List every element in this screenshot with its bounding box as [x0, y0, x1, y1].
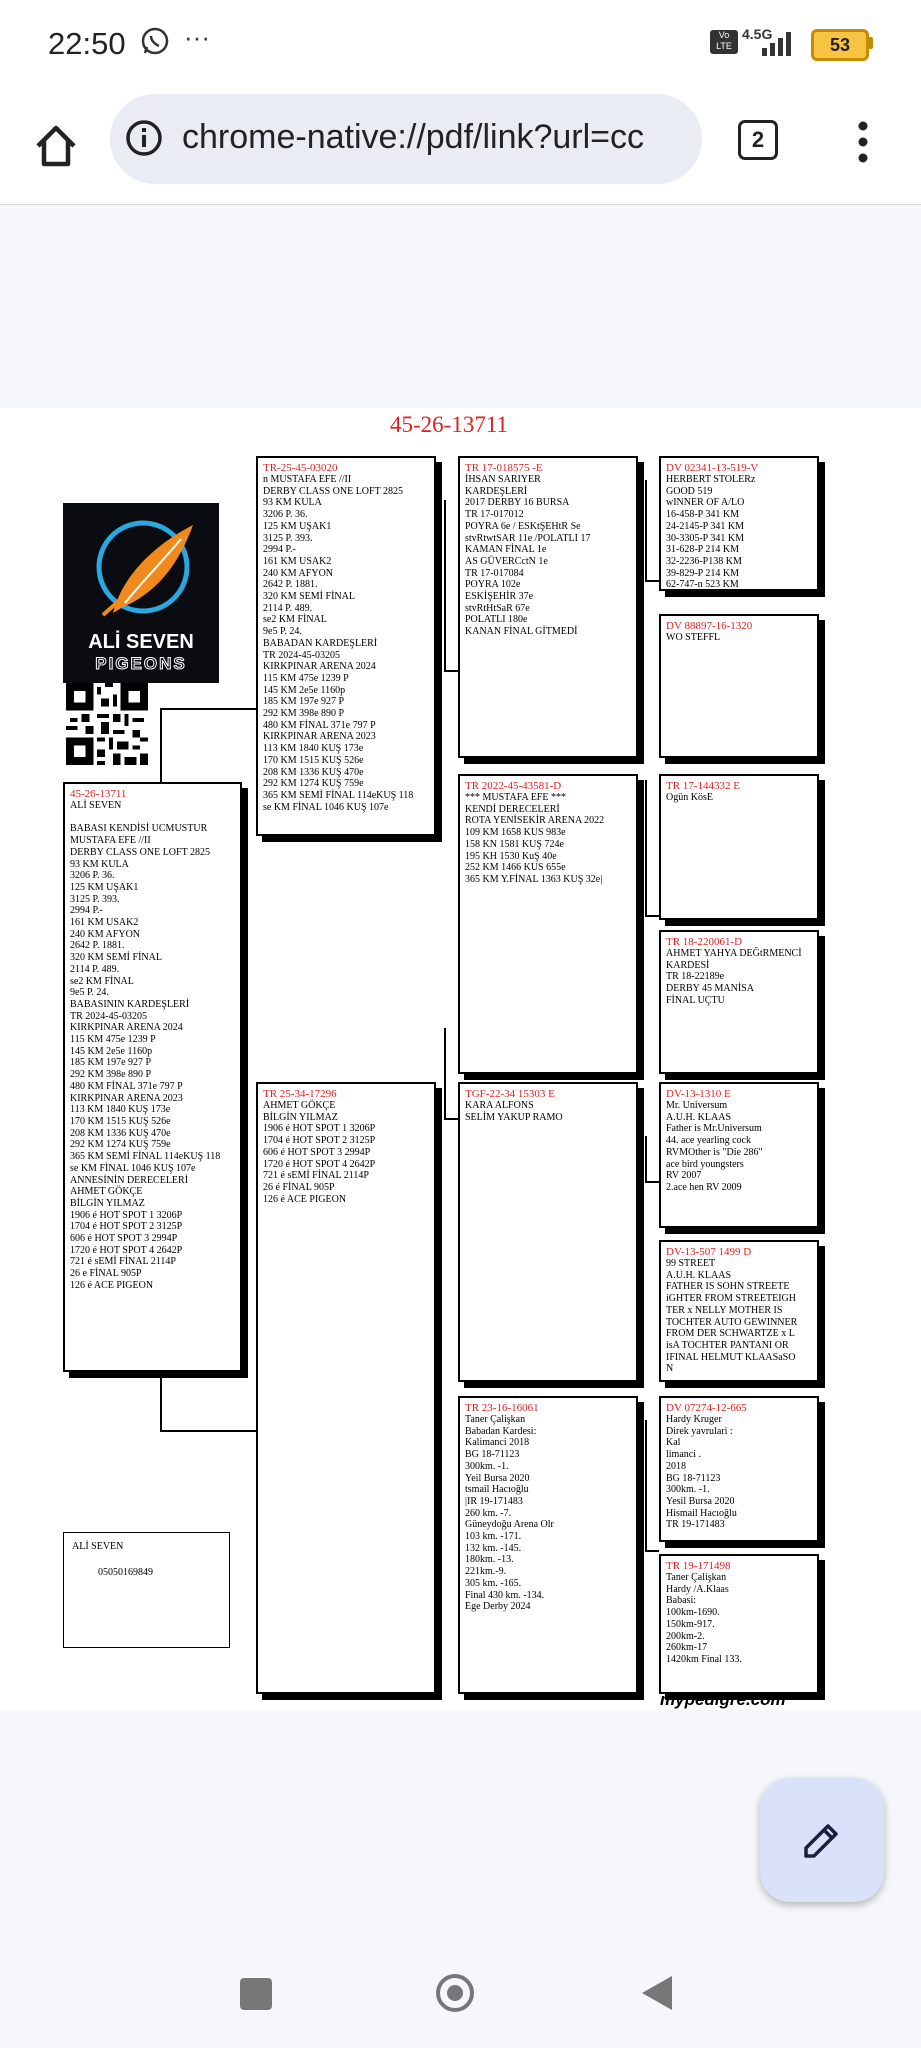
pedigree-box-g8 — [659, 1554, 819, 1694]
pedigree-line: POYRA 102e — [465, 579, 521, 591]
pedigree-line: KIRKPINAR ARENA 2023 — [70, 1092, 183, 1104]
pedigree-line: Father is Mr.Universum — [666, 1123, 762, 1135]
pedigree-line: 2017 DERBY 16 BURSA — [465, 497, 570, 509]
loft-logo — [63, 503, 219, 683]
pedigree-line: POYRA 6e / ESKtŞEHtR Se — [465, 520, 581, 532]
pedigree-line: 221km.-9. — [465, 1566, 507, 1578]
pedigree-line: RV 2007 — [666, 1170, 702, 1182]
pedigree-line: 3125 P. 393. — [70, 893, 120, 905]
pedigree-line: limanci . — [666, 1449, 701, 1461]
dam-sire-ring-number: TGF-22-34 15303 E — [465, 1088, 555, 1100]
pedigree-line: 62-747-n 523 KM — [666, 579, 739, 591]
pedigree-line: se KM FİNAL 1046 KUŞ 107e — [263, 801, 389, 813]
pedigree-line: TR 17-017012 — [465, 509, 524, 521]
pedigree-line: 1420km Final 133. — [666, 1653, 742, 1665]
pedigree-line: 1704 é HOT SPOT 2 3125P — [70, 1221, 183, 1233]
pedigree-line: 1906 é HOT SPOT 1 3206P — [70, 1209, 183, 1221]
g6-details — [666, 1258, 812, 1375]
g7-details — [666, 1414, 812, 1531]
pedigree-line: 185 KM 197e 927 P — [263, 696, 345, 708]
pedigree-line: 2994 P.- — [263, 544, 296, 556]
pedigree-line: 170 KM 1515 KUŞ 526e — [263, 754, 364, 766]
pedigree-line: |IR 19-171483 — [465, 1495, 523, 1507]
pedigree-line: POLATLI 180e — [465, 614, 528, 626]
pedigree-line: 480 KM FİNAL 371e 797 P — [70, 1080, 183, 1092]
pdf-page — [0, 408, 921, 1710]
connector-line — [645, 780, 647, 915]
pedigree-line: 100km-1690. — [666, 1607, 720, 1619]
pedigree-line: 113 KM 1840 KUŞ 173e — [263, 743, 364, 755]
pedigree-line: 320 KM SEMİ FİNAL — [70, 952, 162, 964]
pedigree-line: 99 STREET — [666, 1258, 716, 1269]
pedigree-line: HERBERT STOLERz — [666, 474, 756, 485]
connector-line — [160, 1372, 162, 1432]
pedigree-line: *** MUSTAFA EFE *** — [465, 792, 566, 803]
pedigree-line: Ogün KösE — [666, 792, 713, 803]
pedigree-line: ANNESİNİN DERECELERİ — [70, 1174, 189, 1186]
pedigree-line: 31-628-P 214 KM — [666, 544, 739, 556]
pedigree-line: 16-458-P 341 KM — [666, 509, 739, 521]
whatsapp-icon — [140, 26, 170, 63]
pedigree-line: TR 2024-45-03205 — [263, 649, 340, 661]
g5-ring-number: DV-13-1310 E — [666, 1088, 731, 1100]
pedigree-line: Hardy Kruger — [666, 1414, 722, 1425]
sire-dam-ring-number: TR 2022-45-43581-D — [465, 780, 562, 792]
status-bar — [0, 0, 921, 90]
network-label: 4.5G — [742, 26, 773, 42]
pedigree-line: Final 430 km. -134. — [465, 1589, 545, 1601]
pedigree-box-dam — [256, 1082, 436, 1694]
pedigree-line: 125 KM UŞAK1 — [263, 520, 332, 532]
pedigree-line: 115 KM 475e 1239 P — [263, 672, 349, 684]
pedigree-box-g3 — [659, 774, 819, 920]
pedigree-line: ESKİŞEHİR 37e — [465, 591, 534, 603]
pedigree-line: KARA ALFONS — [465, 1100, 534, 1111]
pedigree-line: Taner Çalişkan — [666, 1572, 727, 1583]
pedigree-line: 1906 é HOT SPOT 1 3206P — [263, 1123, 376, 1135]
pedigree-line: 2114 P. 489. — [70, 963, 120, 975]
pedigree-line: 292 KM 1274 KUŞ 759e — [70, 1139, 171, 1151]
pedigree-line — [70, 812, 235, 824]
pedigree-line: Mr. Universum — [666, 1100, 728, 1111]
recents-button[interactable] — [240, 1978, 272, 2010]
pedigree-line: isA TOCHTER PANTANI OR — [666, 1339, 789, 1351]
pedigree-box-g4 — [659, 930, 819, 1074]
pedigree-box-g5 — [659, 1082, 819, 1228]
pedigree-line: KIRKPINAR ARENA 2024 — [263, 661, 376, 673]
pedigree-line: 30-3305-P 341 KM — [666, 532, 744, 544]
pedigree-line: 126 é ACE PIGEON — [70, 1279, 154, 1291]
pedigree-box-subject — [63, 782, 242, 1372]
volte-icon: Vo LTE — [710, 30, 738, 54]
pedigree-line: ace bird youngsters — [666, 1158, 744, 1170]
sire-dam-details — [465, 792, 631, 886]
pedigree-line: 158 KN 1581 KUŞ 724e — [465, 838, 564, 850]
sire-sire-details — [465, 474, 631, 638]
pedigree-line: 195 KH 1530 KuŞ 40e — [465, 850, 557, 862]
pedigree-line: TR 19-171483 — [666, 1519, 725, 1531]
pedigree-line: AHMET YAHYA DEĞtRMENCİ — [666, 948, 802, 959]
pedigree-line: 480 KM FİNAL 371e 797 P — [263, 719, 376, 731]
pedigree-line: 161 KM USAK2 — [263, 555, 332, 567]
pedigree-line: se KM FİNAL 1046 KUŞ 107e — [70, 1162, 196, 1174]
g1-ring-number: DV 02341-13-519-V — [666, 462, 759, 474]
pedigree-line: A.U.H. KLAAS — [666, 1111, 731, 1123]
pedigree-line: 305 km. -165. — [465, 1577, 522, 1589]
pedigree-line: Babasi: — [666, 1595, 696, 1607]
qr-code — [66, 683, 148, 765]
subject-ring-number: 45-26-13711 — [70, 788, 127, 800]
pedigree-line: 150km-917. — [666, 1618, 715, 1630]
pedigree-line: 365 KM SEMİ FİNAL 114eKUŞ 118 — [70, 1151, 221, 1163]
g1-details — [666, 474, 812, 591]
pedigree-line: ALİ SEVEN — [70, 800, 122, 811]
pedigree-line: 320 KM SEMİ FİNAL — [263, 591, 355, 603]
pedigree-line: Babadan Kardesi: — [465, 1425, 537, 1437]
pedigree-line: BİLGİN YILMAZ — [70, 1197, 145, 1209]
pedigree-line: 240 KM AFYON — [70, 928, 141, 940]
pedigree-line: se2 KM FİNAL — [70, 975, 134, 987]
dam-details — [263, 1100, 429, 1205]
system-nav-bar — [0, 1930, 921, 2048]
pedigree-line: n MUSTAFA EFE //II — [263, 474, 352, 485]
pedigree-line: A.U.H. KLAAS — [666, 1269, 731, 1281]
g3-ring-number: TR 17-144332 E — [666, 780, 740, 792]
pedigree-line: Yesil Bursa 2020 — [666, 1495, 735, 1507]
pedigree-line: iGHTER FROM STREETEIGH — [666, 1293, 796, 1305]
pedigree-line: Yeil Bursa 2020 — [465, 1472, 530, 1484]
pedigree-line: 39-829-P 214 KM — [666, 567, 739, 579]
owner-name: ALİ SEVEN — [72, 1541, 124, 1552]
pedigree-line: 32-2236-P138 KM — [666, 555, 742, 567]
pedigree-line: ROTA YENİSEKİR ARENA 2022 — [465, 815, 605, 827]
pedigree-line: Güneydoğu Arena Olr — [465, 1519, 554, 1531]
pedigree-line: 606 é HOT SPOT 3 2994P — [263, 1146, 371, 1158]
connector-line — [645, 580, 659, 582]
pedigree-line: IFINAL HELMUT KLAASaSO — [666, 1351, 796, 1363]
pedigree-line: BİLGİN YILMAZ — [263, 1111, 338, 1123]
g5-details — [666, 1100, 812, 1194]
pedigree-line: KANAN FİNAL GİTMEDİ — [465, 626, 578, 638]
pedigree-line: BABASININ KARDEŞLERİ — [70, 998, 190, 1010]
dam-dam-details — [465, 1414, 631, 1613]
pedigree-box-g2 — [659, 614, 819, 758]
pedigree-line: 26 e FİNAL 905P — [70, 1268, 142, 1280]
pedigree-box-dam-sire — [458, 1082, 638, 1382]
sire-ring-number: TR-25-45-03020 — [263, 462, 338, 474]
pedigree-line: KARDEŞLERİ — [465, 485, 528, 497]
pedigree-line: 208 KM 1336 KUŞ 470e — [70, 1127, 171, 1139]
g4-ring-number: TR 18-220061-D — [666, 936, 743, 948]
connector-line — [645, 1550, 659, 1552]
pedigree-line: DERBY 45 MANİSA — [666, 983, 754, 995]
pedigree-line: stvRtwtSAR 11e /POLATLI 17 — [465, 532, 591, 544]
home-icon[interactable] — [30, 120, 82, 172]
pedigree-line: 132 km. -145. — [465, 1542, 522, 1554]
pedigree-line: 2642 P. 1881. — [263, 579, 318, 591]
pedigree-line: 3206 P. 36. — [263, 509, 308, 521]
pedigree-line: WO STEFFL — [666, 632, 721, 643]
url-text[interactable]: chrome-native://pdf/link?url=cc — [182, 118, 645, 156]
feather-logo-icon — [63, 503, 219, 633]
pedigree-line: 180km. -13. — [465, 1554, 514, 1566]
pedigree-line: 145 KM 2e5e 1160p — [263, 684, 346, 696]
owner-box — [63, 1532, 230, 1648]
pedigree-line: 2642 P. 1881. — [70, 940, 125, 952]
footer-brand: mypedigre.com — [660, 1690, 786, 1709]
pedigree-line: FATHER IS SOHN STREETE — [666, 1281, 790, 1293]
pedigree-line: 9e5 P. 24. — [263, 626, 302, 638]
connector-line — [444, 670, 458, 672]
dam-sire-details — [465, 1100, 631, 1123]
pedigree-line: 2994 P.- — [70, 905, 103, 917]
sire-sire-ring-number: TR 17-018575 -E — [465, 462, 543, 474]
pedigree-line: 365 KM SEMİ FİNAL 114eKUŞ 118 — [263, 789, 414, 801]
connector-line — [645, 915, 659, 917]
pedigree-line: 2018 — [666, 1460, 686, 1472]
pedigree-line: MUSTAFA EFE //II — [70, 835, 151, 847]
g8-ring-number: TR 19-171498 — [666, 1560, 731, 1572]
pedigree-line: KAMAN FİNAL 1e — [465, 544, 547, 556]
pedigree-line: 252 KM 1466 KUS 655e — [465, 862, 566, 874]
pedigree-line: BG 18-71123 — [666, 1472, 721, 1484]
connector-line — [160, 1430, 256, 1432]
pedigree-line: 292 KM 398e 890 P — [263, 708, 345, 720]
connector-line — [444, 1028, 446, 1118]
pedigree-line: 161 KM USAK2 — [70, 917, 139, 929]
pedigree-line: KENDİ DERECELERİ — [465, 803, 560, 815]
pedigree-line: Hardy /A.Klaas — [666, 1583, 729, 1595]
g7-ring-number: DV 07274-12-665 — [666, 1402, 747, 1414]
pedigree-line: 300km. -1. — [465, 1460, 509, 1472]
more-notifications-icon: ··· — [184, 22, 210, 52]
pedigree-line: 93 KM KULA — [70, 858, 129, 870]
pedigree-line: 9e5 P. 24. — [70, 987, 109, 999]
connector-line — [444, 1118, 458, 1120]
pedigree-box-g1 — [659, 456, 819, 591]
connector-line — [645, 480, 647, 580]
pencil-icon — [800, 1818, 844, 1862]
pedigree-line: 240 KM AFYON — [263, 567, 334, 579]
pedigree-line: DERBY CLASS ONE LOFT 2825 — [70, 846, 211, 858]
pedigree-box-sire-sire — [458, 456, 638, 758]
owner-phone: 05050169849 — [98, 1567, 153, 1578]
pedigree-line: 3206 P. 36. — [70, 870, 115, 882]
pedigree-box-dam-dam — [458, 1396, 638, 1694]
pedigree-line: RVMOther is "Die 286" — [666, 1146, 763, 1158]
pedigree-line: Hismail Hacıoğlu — [666, 1507, 737, 1519]
pedigree-line: 44. ace yearling cock — [666, 1135, 751, 1147]
pedigree-box-sire-dam — [458, 774, 638, 1074]
status-time: 22:50 — [48, 26, 126, 61]
pedigree-line: AHMET GÖKÇE — [263, 1100, 336, 1111]
subject-details — [70, 800, 235, 1292]
pedigree-line: tsmail Hacıoğlu — [465, 1484, 529, 1496]
edit-button[interactable] — [760, 1778, 884, 1902]
pedigree-line: 260km-17 — [666, 1642, 708, 1654]
pedigree-line: TOCHTER AUTO GEWINNER — [666, 1316, 798, 1328]
pedigree-line: FİNAL UÇTU — [666, 994, 725, 1006]
pedigree-line: stvRtHtSaR 67e — [465, 602, 530, 614]
pedigree-box-g7 — [659, 1396, 819, 1542]
pedigree-line: 126 é ACE PIGEON — [263, 1193, 347, 1205]
pedigree-line: 103 km. -171. — [465, 1531, 522, 1543]
pedigree-line: TR 17-017084 — [465, 567, 524, 579]
pedigree-line: 26 é FİNAL 905P — [263, 1181, 335, 1193]
pedigree-line: 115 KM 475e 1239 P — [70, 1034, 156, 1046]
pedigree-line: Ege Derby 2024 — [465, 1601, 531, 1613]
home-nav-button[interactable] — [436, 1974, 474, 2012]
pedigree-line: Kal — [666, 1437, 681, 1449]
pedigree-line: 2114 P. 489. — [263, 602, 313, 614]
g3-details — [666, 792, 812, 804]
pedigree-line: 145 KM 2e5e 1160p — [70, 1045, 153, 1057]
sire-details — [263, 474, 429, 813]
pedigree-line: 1720 é HOT SPOT 4 2642P — [263, 1158, 376, 1170]
tab-switcher-button[interactable]: 2 — [738, 120, 778, 160]
connector-line — [645, 1136, 647, 1181]
pedigree-line: 292 KM 1274 KUŞ 759e — [263, 778, 364, 790]
pedigree-line: KARDESİ — [666, 959, 710, 971]
pedigree-line: 3125 P. 393. — [263, 532, 313, 544]
browser-toolbar — [0, 90, 921, 205]
connector-line — [160, 708, 256, 710]
g2-ring-number: DV 88897-16-1320 — [666, 620, 753, 632]
g2-details — [666, 632, 812, 644]
connector-line — [444, 500, 446, 670]
back-button[interactable] — [640, 1974, 674, 2017]
dam-ring-number: TR 25-34-17296 — [263, 1088, 337, 1100]
pedigree-title: 45-26-13711 — [390, 412, 508, 437]
pedigree-line: 200km-2. — [666, 1630, 705, 1642]
pedigree-line: Direk yavrulari : — [666, 1425, 733, 1437]
address-bar[interactable] — [110, 94, 702, 184]
pedigree-line: 170 KM 1515 KUŞ 526e — [70, 1115, 171, 1127]
pedigree-line: TR 2024-45-03205 — [70, 1010, 147, 1022]
pedigree-line: DERBY CLASS ONE LOFT 2825 — [263, 485, 404, 497]
dam-dam-ring-number: TR 23-16-16061 — [465, 1402, 539, 1414]
pedigree-line: 300km. -1. — [666, 1484, 710, 1496]
pedigree-box-g6 — [659, 1240, 819, 1382]
pedigree-box-sire — [256, 456, 436, 836]
pedigree-line: 1704 é HOT SPOT 2 3125P — [263, 1135, 376, 1147]
connector-line — [645, 1420, 647, 1550]
pedigree-line: 109 KM 1658 KUS 983e — [465, 827, 566, 839]
menu-icon[interactable] — [858, 120, 868, 164]
pedigree-line: GOOD 519 — [666, 485, 713, 497]
pedigree-line: 185 KM 197e 927 P — [70, 1057, 152, 1069]
connector-line — [160, 708, 162, 792]
pedigree-line: FROM DER SCHWARTZE x L — [666, 1328, 795, 1340]
pedigree-line: AS GÜVERCctN 1e — [465, 555, 548, 567]
pedigree-line: wINNER OF A/LO — [666, 497, 745, 509]
pedigree-line: SELİM YAKUP RAMO — [465, 1111, 563, 1123]
g6-ring-number: DV-13-507 1499 D — [666, 1246, 752, 1258]
pedigree-line: BABADAN KARDEŞLERİ — [263, 637, 378, 649]
g4-details — [666, 948, 812, 1007]
pedigree-line: 1720 é HOT SPOT 4 2642P — [70, 1244, 183, 1256]
signal-icon — [748, 30, 798, 63]
pedigree-line: BG 18-71123 — [465, 1449, 520, 1461]
pedigree-line: 260 km. -7. — [465, 1507, 512, 1519]
pedigree-line: N — [666, 1363, 674, 1375]
pedigree-line: TER x NELLY MOTHER IS — [666, 1304, 783, 1316]
logo-subtext: PIGEONS — [95, 654, 187, 673]
connector-line — [645, 1181, 659, 1183]
pedigree-line: 365 KM Y.FİNAL 1363 KUŞ 32e| — [465, 873, 603, 885]
pedigree-line: BABASI KENDİSİ UCMUSTUR — [70, 823, 208, 835]
pedigree-line: 721 é sEMİ FİNAL 2114P — [263, 1170, 369, 1182]
pedigree-line: TR 18-22189e — [666, 971, 725, 983]
g8-details — [666, 1572, 812, 1666]
pedigree-line: 93 KM KULA — [263, 497, 322, 509]
pedigree-line: Taner Çalişkan — [465, 1414, 526, 1425]
pedigree-line: İHSAN SARIYER — [465, 474, 541, 485]
pedigree-line: 721 é sEMİ FİNAL 2114P — [70, 1256, 176, 1268]
pedigree-line: KIRKPINAR ARENA 2023 — [263, 731, 376, 743]
pedigree-line: 24-2145-P 341 KM — [666, 520, 744, 532]
pedigree-line: 292 KM 398e 890 P — [70, 1069, 152, 1081]
logo-text: ALİ SEVEN — [88, 631, 194, 653]
pedigree-line: 125 KM UŞAK1 — [70, 881, 139, 893]
battery-icon: 53 — [811, 29, 869, 61]
info-icon[interactable] — [124, 118, 164, 158]
pedigree-line: 2.ace hen RV 2009 — [666, 1181, 742, 1193]
pedigree-line: se2 KM FİNAL — [263, 614, 327, 626]
pedigree-line: 113 KM 1840 KUŞ 173e — [70, 1104, 171, 1116]
pedigree-line: Kalimanci 2018 — [465, 1437, 530, 1449]
battery-tip — [868, 37, 873, 49]
pedigree-line: 606 é HOT SPOT 3 2994P — [70, 1233, 178, 1245]
pedigree-line: AHMET GÖKÇE — [70, 1186, 143, 1198]
pedigree-line: KIRKPINAR ARENA 2024 — [70, 1022, 183, 1034]
pedigree-line: 208 KM 1336 KUŞ 470e — [263, 766, 364, 778]
